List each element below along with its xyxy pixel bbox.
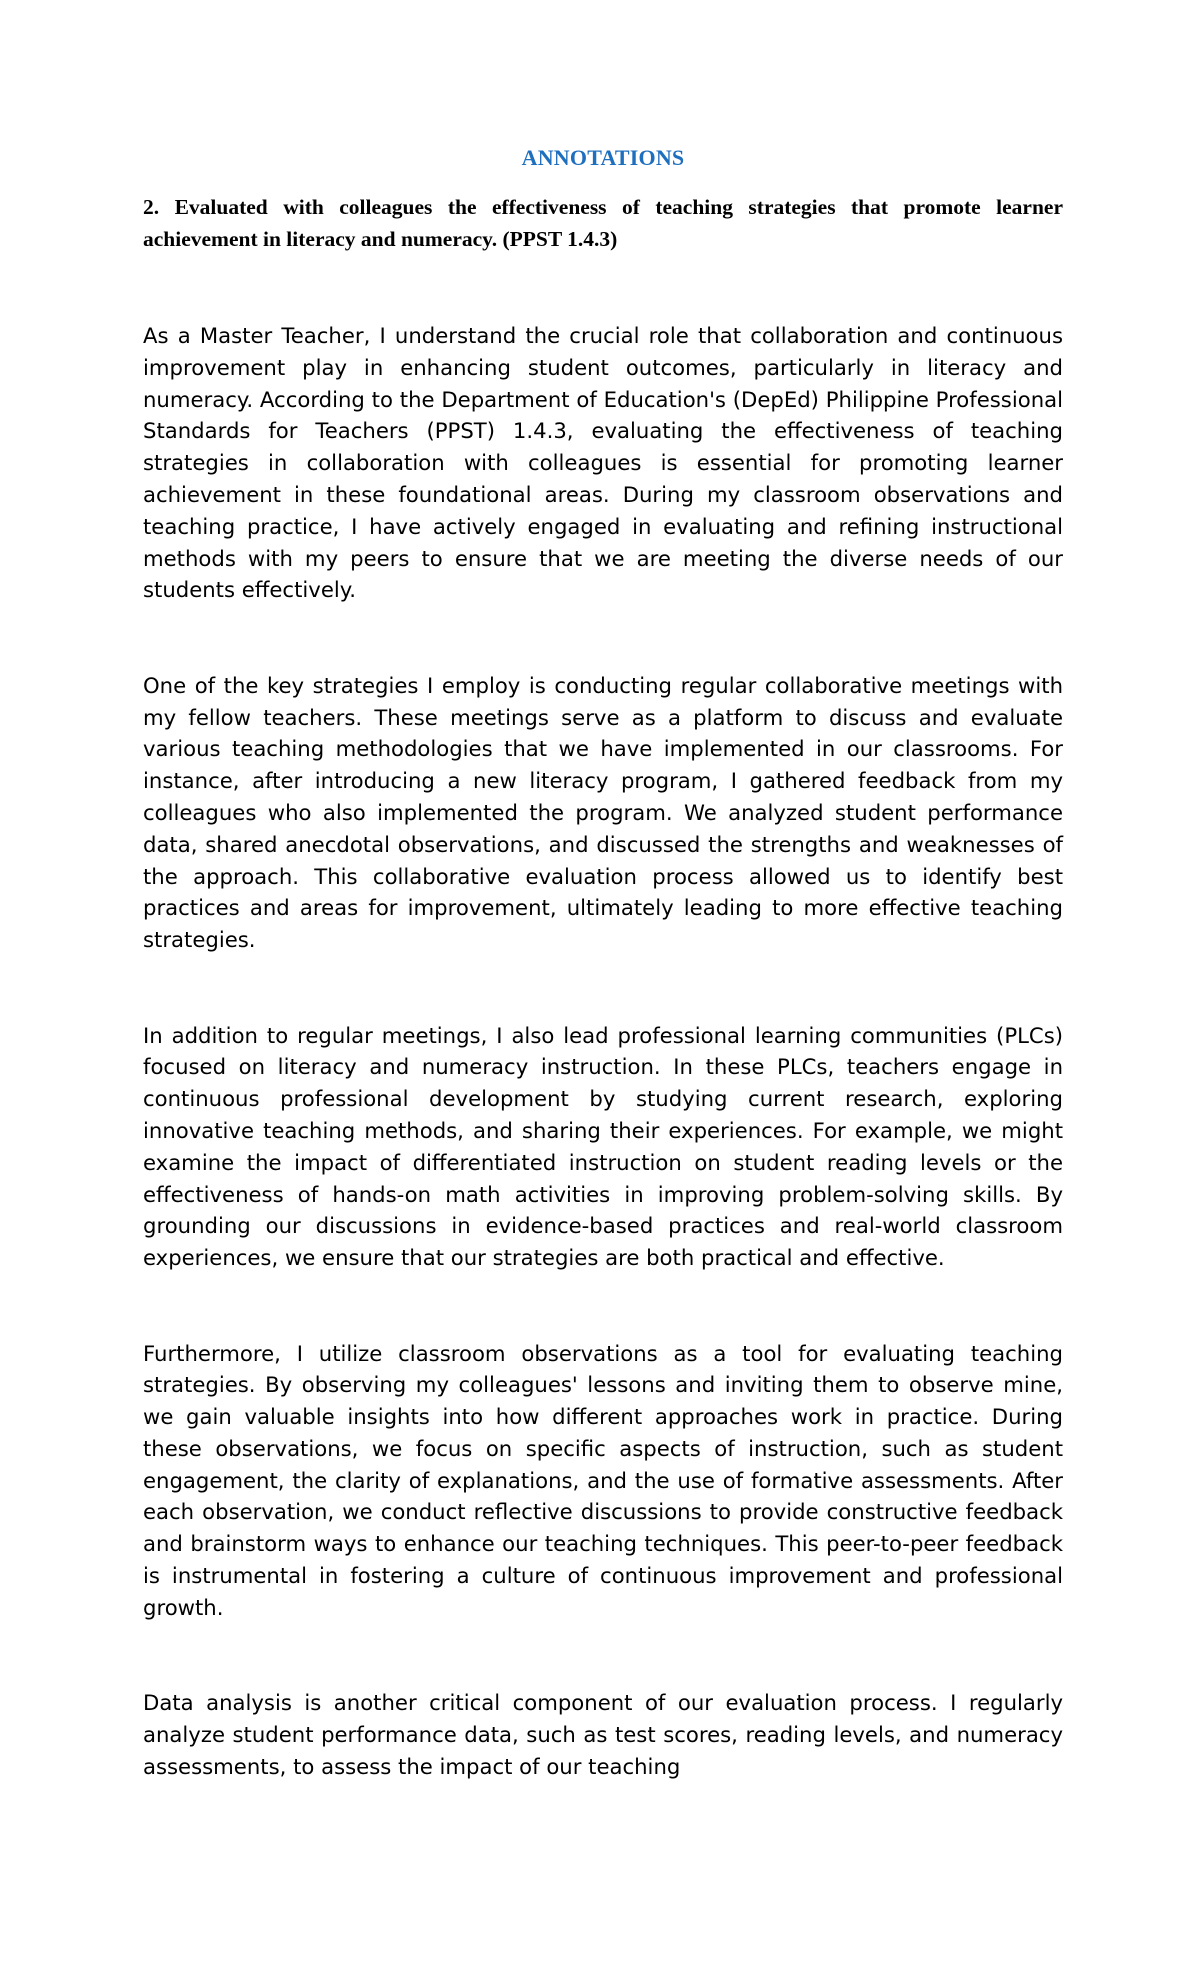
paragraph-2: One of the key strategies I employ is conducting regular collaborative meetings with my fellow teachers. These meetings serve as a platform to discuss and evaluate various teaching methodologies that we have implemented in our classrooms. For instance, after introducing a new literacy program, I gathered feedback from my colleagues who also implemented the program. We analyzed student performance data, shared anecdotal observations, and discussed the strengths and weaknesses of the approach. This collaborative evaluation process allowed us to identify best practices and areas for improvement, ultimately leading to more effective teaching strategies. — [143, 672, 1063, 953]
document-subtitle: 2. Evaluated with colleagues the effectiveness of teaching strategies that promote learner achievement in literacy and numeracy. (PPST 1.4.3) — [143, 195, 1063, 251]
page-content — [143, 143, 1063, 1783]
document-title: ANNOTATIONS — [521, 145, 685, 170]
paragraph-1: As a Master Teacher, I understand the crucial role that collaboration and continuous improvement play in enhancing student outcomes, particularly in literacy and numeracy. According to the Department of Education's (DepEd) Philippine Professional Standards for Teachers (PPST) 1.4.3, evaluating the effectiveness of teaching strategies in collaboration with colleagues is essential for promoting learner achievement in these foundational areas. During my classroom observations and teaching practice, I have actively engaged in evaluating and refining instructional methods with my peers to ensure that we are meeting the diverse needs of our students effectively. — [143, 323, 1063, 603]
paragraph-5: Data analysis is another critical component of our evaluation process. I regularly analyze student performance data, such as test scores, reading levels, and numeracy assessments, to assess the impact of our teaching — [143, 1690, 1063, 1779]
paragraph-4: Furthermore, I utilize classroom observations as a tool for evaluating teaching strategies. By observing my colleagues' lessons and inviting them to observe mine, we gain valuable insights into how different approaches work in practice. During these observations, we focus on specific aspects of instruction, such as student engagement, the clarity of explanations, and the use of formative assessments. After each observation, we conduct reflective discussions to provide constructive feedback and brainstorm ways to enhance our teaching techniques. This peer-to-peer feedback is instrumental in fostering a culture of continuous improvement and professional growth. — [143, 1340, 1063, 1620]
paragraph-3: In addition to regular meetings, I also lead professional learning communities (PLCs) focused on literacy and numeracy instruction. In these PLCs, teachers engage in continuous professional development by studying current research, exploring innovative teaching methods, and sharing their experiences. For example, we might examine the impact of differentiated instruction on student reading levels or the effectiveness of hands-on math activities in improving problem-solving skills. By grounding our discussions in evidence-based practices and real-world classroom experiences, we ensure that our strategies are both practical and effective. — [143, 1022, 1063, 1271]
